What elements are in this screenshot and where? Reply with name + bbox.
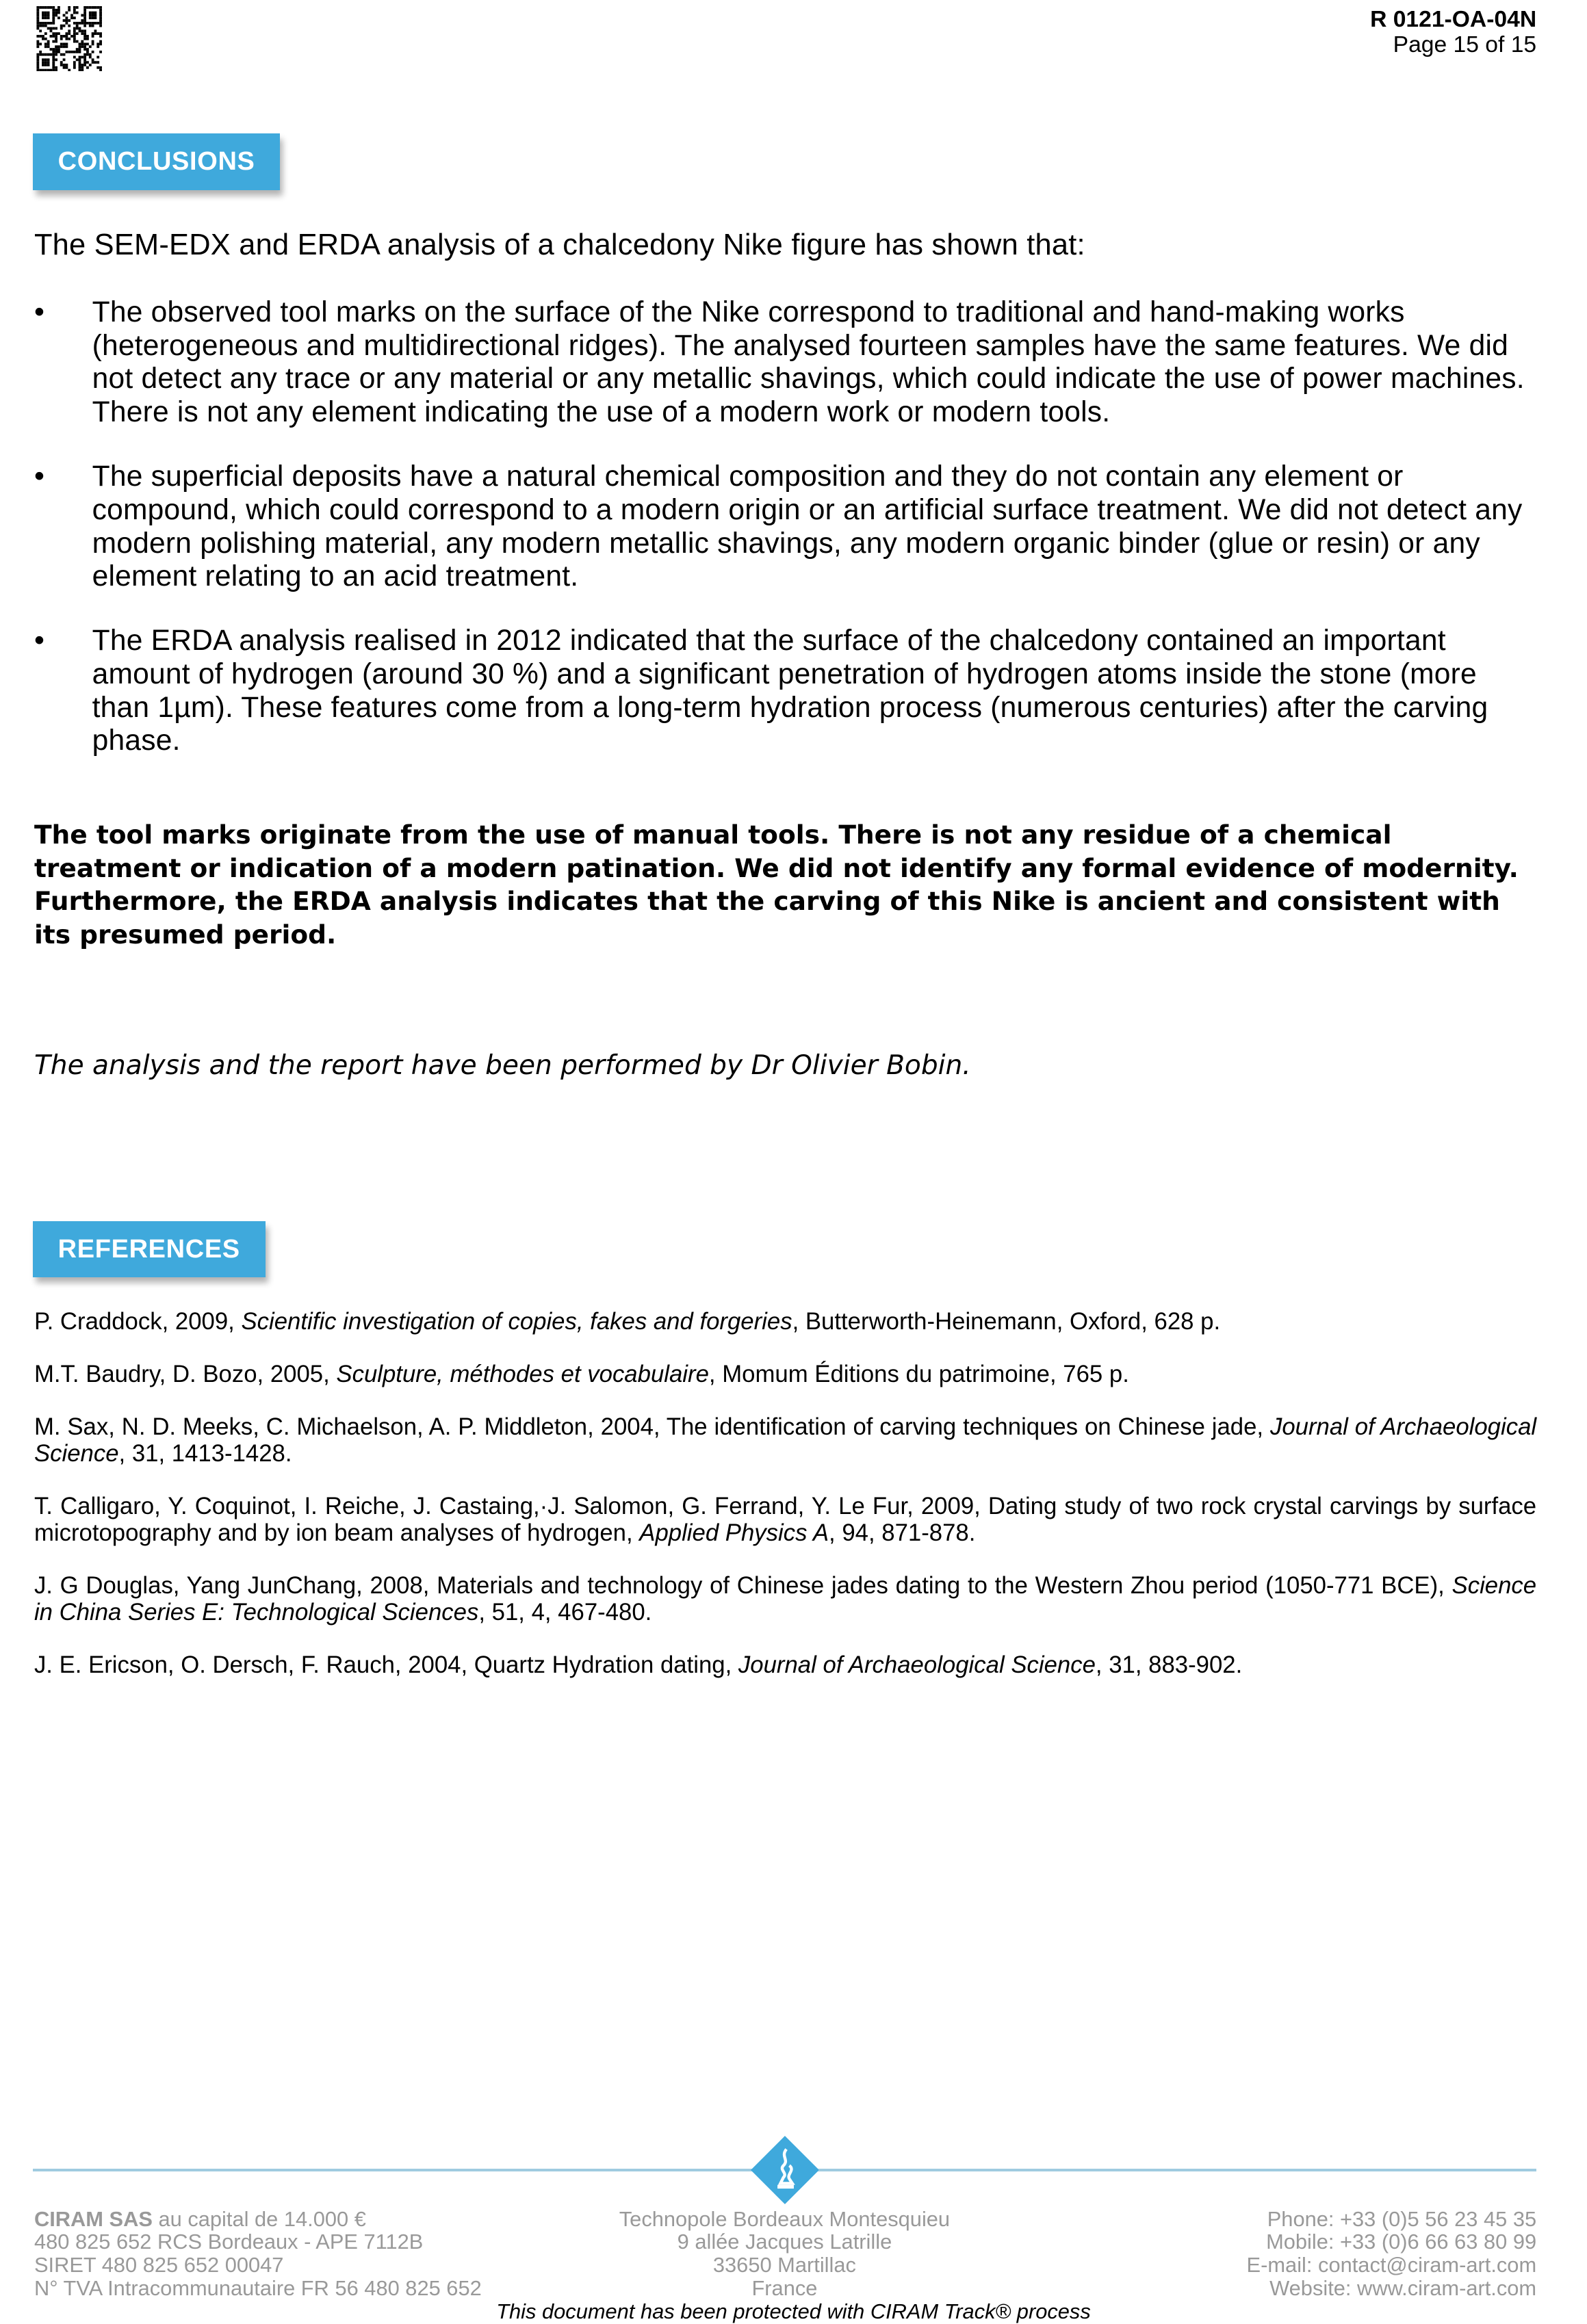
- reference-text: J. G Douglas, Yang JunChang, 2008, Materials and technology of Chinese jades dating to the Western Zhou period (1050-771 BCE),: [34, 1573, 1452, 1600]
- list-item-text: The observed tool marks on the surface of the Nike correspond to traditional and hand-making works (heterogeneous and multidirectional ridges). The analysed fourteen samples have the same features. We did not detect any trace or any material or any metallic shavings, which could indicate the use of power machines. There is not any element indicating the use of a modern work or modern tools.: [92, 296, 1525, 428]
- reference-text: M. Sax, N. D. Meeks, C. Michaelson, A. P. Middleton, 2004, The identification of carving techniques on Chinese jade,: [34, 1414, 1270, 1441]
- footer-line: 33650 Martillac: [712, 2252, 856, 2277]
- conclusions-intro: The SEM-EDX and ERDA analysis of a chalcedony Nike figure has shown that:: [34, 229, 1085, 262]
- author-statement: The analysis and the report have been performed by Dr Olivier Bobin.: [34, 1050, 971, 1082]
- bullet-icon: •: [34, 296, 45, 329]
- protection-notice: This document has been protected with CIRAM Track® process: [496, 2299, 1091, 2324]
- footer-contact: [1247, 2208, 1537, 2300]
- reference-item: [34, 1414, 1536, 1467]
- reference-text: , Momum Éditions du patrimoine, 765 p.: [708, 1361, 1129, 1387]
- reference-item: [34, 1573, 1536, 1626]
- list-item: [34, 296, 1535, 429]
- footer-address: [446, 2208, 1123, 2300]
- list-item: [34, 624, 1535, 757]
- footer-phone: Phone: +33 (0)5 56 23 45 35: [1267, 2206, 1537, 2231]
- list-item-text: The superficial deposits have a natural chemical composition and they do not contain any element or compound, which could correspond to a modern origin or an artificial surface treatment. We did not detect any modern polishing material, any modern metallic shavings, any modern organic binder (glue or resin) or any element relating to an acid treatment.: [92, 460, 1523, 593]
- footer-line: France: [751, 2275, 818, 2300]
- reference-title: Applied Physics A: [639, 1520, 829, 1547]
- company-name: CIRAM SAS: [34, 2206, 153, 2231]
- conclusions-heading: CONCLUSIONS: [33, 133, 281, 190]
- footer-line: 9 allée Jacques Latrille: [677, 2230, 892, 2254]
- reference-text: T. Calligaro, Y. Coquinot, I. Reiche, J. Castaing,·J. Salomon, G. Ferrand, Y. Le Fur, 2009, Dating study of two rock crystal carvings by surface microtopography and by ion beam analyses of hydrogen,: [34, 1493, 1537, 1547]
- references-list: [34, 1309, 1536, 1706]
- footer-line: 480 825 652 RCS Bordeaux - APE 7112B: [34, 2230, 424, 2254]
- footer-line: N° TVA Intracommunautaire FR 56 480 825 652: [34, 2275, 482, 2300]
- reference-text: M.T. Baudry, D. Bozo, 2005,: [34, 1361, 337, 1387]
- list-item-text: The ERDA analysis realised in 2012 indicated that the surface of the chalcedony contained an important amount of hydrogen (around 30 %) and a significant penetration of hydrogen atoms inside the stone (more than 1µm). These features come from a long-term hydration process (numerous centuries) after the carving phase.: [92, 624, 1488, 757]
- list-item: [34, 460, 1535, 593]
- ciram-logo-icon: [751, 2136, 819, 2204]
- footer-line: SIRET 480 825 652 00047: [34, 2252, 284, 2277]
- bullet-icon: •: [34, 624, 45, 657]
- reference-text: , 31, 883-902.: [1095, 1652, 1243, 1679]
- company-capital: au capital de 14.000 €: [152, 2206, 366, 2231]
- qr-code-icon: [33, 6, 105, 72]
- reference-text: , 31, 1413-1428.: [118, 1441, 292, 1467]
- conclusions-list: [34, 296, 1535, 788]
- reference-title: Sculpture, méthodes et vocabulaire: [336, 1361, 709, 1387]
- bullet-icon: •: [34, 460, 45, 493]
- reference-title: Journal of Archaeological Science: [738, 1652, 1096, 1679]
- reference-item: [34, 1361, 1536, 1388]
- reference-item: [34, 1309, 1536, 1335]
- footer-website: Website: www.ciram-art.com: [1269, 2275, 1537, 2300]
- reference-title: Journal of Archaeological Science: [34, 1414, 1537, 1467]
- conclusion-summary: The tool marks originate from the use of manual tools. There is not any residue of a chemical treatment or indication of a modern patination. We did not identify any formal evidence of modernity. Furthermore, the ERDA analysis indicates that the carving of this Nike is ancient and consistent with its presumed period.: [34, 820, 1519, 950]
- footer-company-info: [34, 2208, 482, 2300]
- footer-mobile: Mobile: +33 (0)6 66 63 80 99: [1266, 2230, 1537, 2254]
- page-number: Page 15 of 15: [1393, 31, 1537, 57]
- reference-item: [34, 1493, 1536, 1547]
- reference-title: Scientific investigation of copies, fakes and forgeries: [241, 1308, 792, 1335]
- reference-text: P. Craddock, 2009,: [34, 1308, 242, 1335]
- reference-title: Science in China Series E: Technological Sciences: [34, 1573, 1537, 1626]
- reference-text: , 94, 871-878.: [829, 1520, 976, 1547]
- footer-email: E-mail: contact@ciram-art.com: [1246, 2252, 1537, 2277]
- reference-text: , Butterworth-Heinemann, Oxford, 628 p.: [792, 1308, 1221, 1335]
- reference-item: [34, 1652, 1536, 1679]
- reference-text: , 51, 4, 467-480.: [478, 1600, 652, 1626]
- reference-text: J. E. Ericson, O. Dersch, F. Rauch, 2004, Quartz Hydration dating,: [34, 1652, 738, 1679]
- footer-line: Technopole Bordeaux Montesquieu: [619, 2206, 951, 2231]
- report-id: R 0121-OA-04N: [1370, 6, 1537, 32]
- references-heading: REFERENCES: [33, 1221, 266, 1278]
- document-reference: [1370, 8, 1536, 58]
